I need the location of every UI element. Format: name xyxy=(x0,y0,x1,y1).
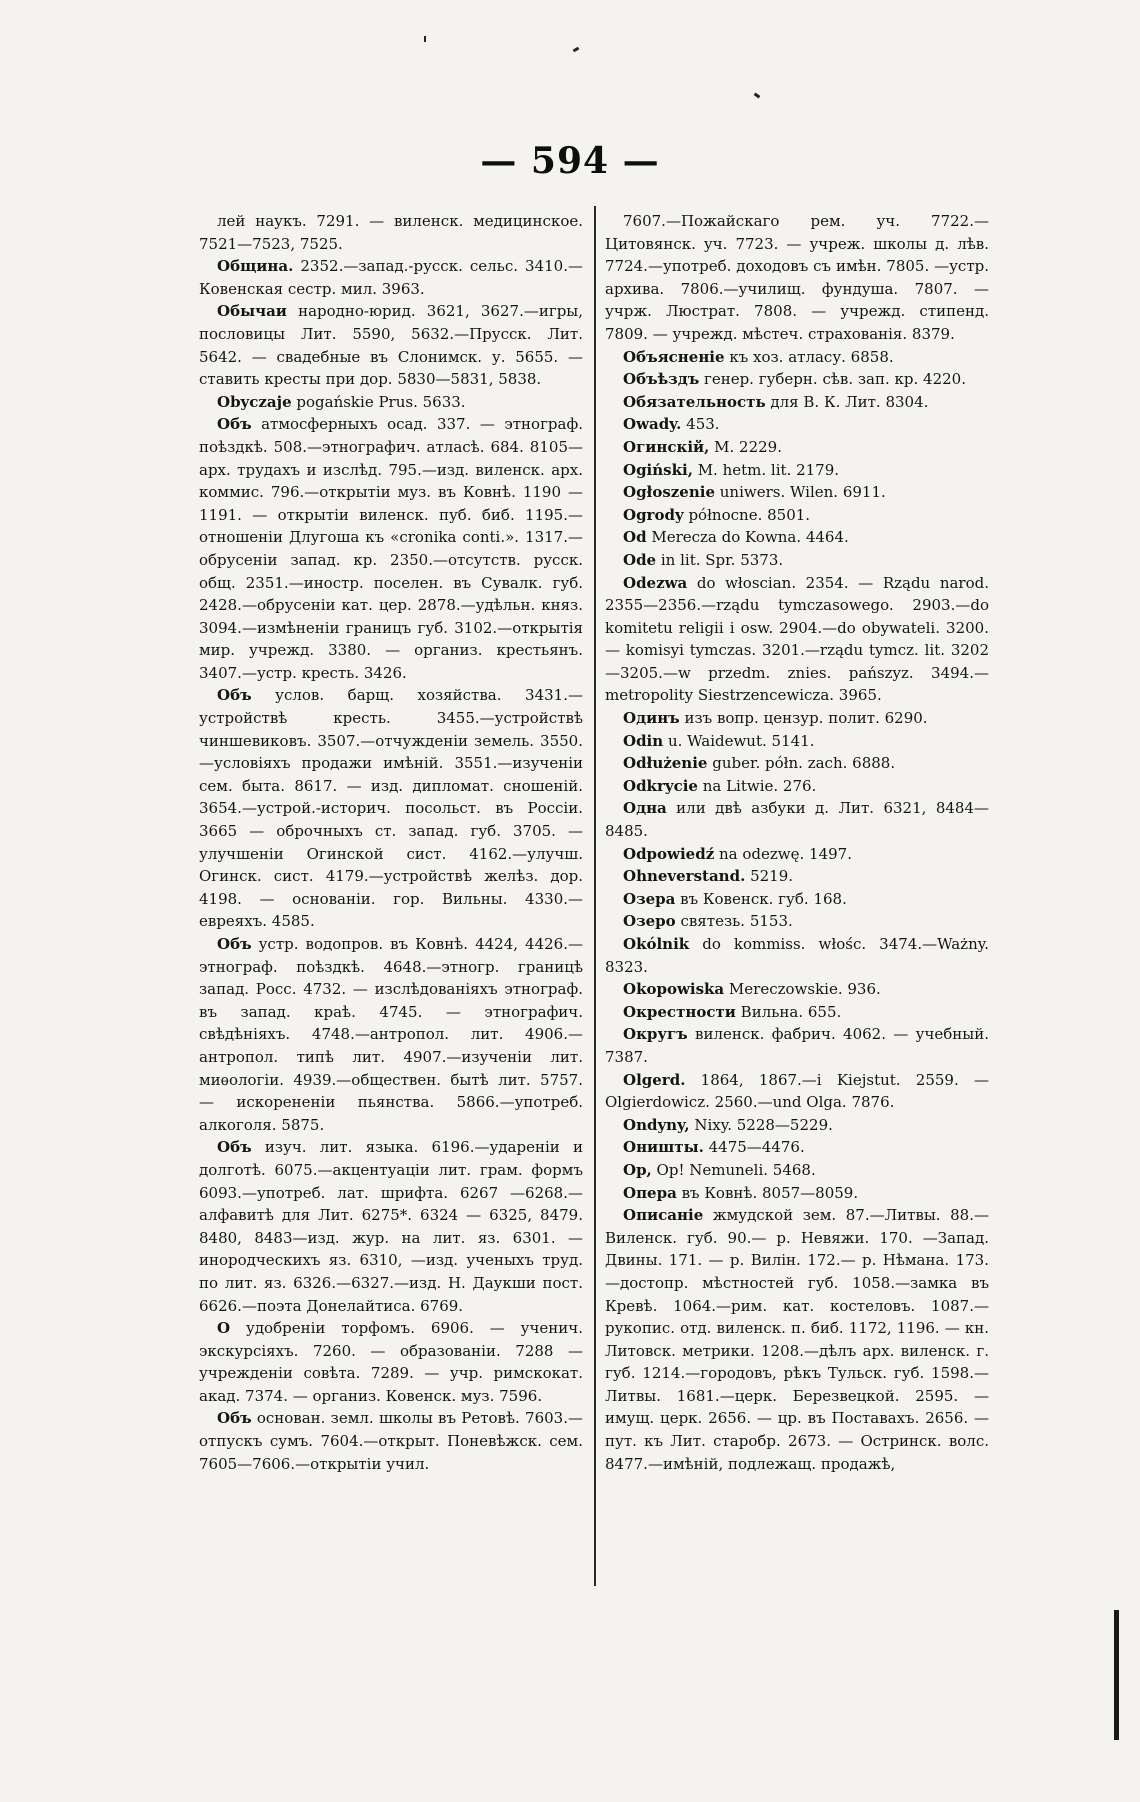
index-entry xyxy=(605,526,989,549)
entry-heading: Ogrody xyxy=(623,505,684,524)
entry-text: народно-юрид. 3621, 3627.—игры, пословицы Лит. 5590, 5632.—Прусск. Лит. 5642. — свадебные въ Слонимск. у. 5655. — ставить кресты при дор. 5830—5831, 5838. xyxy=(199,302,583,389)
entry-text: uniwers. Wilen. 6911. xyxy=(715,483,886,502)
index-entry xyxy=(605,978,989,1001)
scan-speck xyxy=(424,36,426,42)
entry-text: удобреніи торфомъ. 6906. — ученич. экскурсіяхъ. 7260. — образованіи. 7288 — учрежденіи совѣта. 7289. — учр. римскокат. акад. 7374. — организ. Ковенск. муз. 7596. xyxy=(199,1319,583,1405)
entry-text: północne. 8501. xyxy=(683,505,811,524)
index-entry xyxy=(605,933,989,978)
entry-heading: Озера xyxy=(623,889,676,908)
index-entry xyxy=(605,1136,989,1159)
index-entry xyxy=(199,1136,583,1317)
entry-text: М. 2229. xyxy=(709,437,782,456)
entry-text: генер. губерн. сѣв. зап. кр. 4220. xyxy=(699,370,966,389)
entry-heading: Огинскій, xyxy=(623,437,710,456)
scan-speck xyxy=(754,93,761,99)
entry-heading: Округъ xyxy=(623,1025,688,1044)
entry-text: основан. земл. школы въ Ретовѣ. 7603.—отпускъ сумъ. 7604.—открыт. Поневѣжск. сем. 7605—7606.—открытіи учил. xyxy=(199,1409,583,1473)
entry-text: изъ вопр. цензур. полит. 6290. xyxy=(679,709,928,728)
entry-heading: Обычаи xyxy=(217,302,287,321)
entry-text: 453. xyxy=(681,415,720,434)
entry-heading: Odłużenie xyxy=(623,754,708,773)
entry-heading: Опера xyxy=(623,1183,677,1202)
index-entry xyxy=(605,572,989,708)
index-entry xyxy=(605,346,989,369)
index-entry xyxy=(605,391,989,414)
index-entry xyxy=(605,797,989,842)
entry-text: услов. барщ. хозяйства. 3431.—устройствѣ кресть. 3455.—устройствѣ чиншевиковъ. 3507.—отчужденіи земель. 3550. —условіяхъ продажи имѣній. 3551.—изученіи сем. быта. 8617. — изд. дипломат. сношеній. 3654.—устрой.-историч. посольст. въ Россіи. 3665 — оброчныхъ ст. запад. губ. 3705. — улучшеніи Огинской сист. 4162.—улучш. Огинск. сист. 4179.—устройствѣ желѣз. дор. 4198. — основаніи. гор. Вильны. 4330.—евреяхъ. 4585. xyxy=(199,686,583,931)
index-entry xyxy=(605,549,989,572)
page-number: — 594 — xyxy=(480,140,660,182)
entry-text: Merecza do Kowna. 4464. xyxy=(646,528,849,547)
index-entry xyxy=(199,300,583,390)
entry-heading: Объ xyxy=(217,686,252,705)
entry-heading: Объ xyxy=(217,935,252,953)
index-entry xyxy=(199,255,583,300)
index-entry xyxy=(605,910,989,933)
index-entry xyxy=(605,1023,989,1068)
entry-text: na Litwie. 276. xyxy=(697,776,817,795)
column-divider xyxy=(594,206,596,1586)
index-entry xyxy=(605,1114,989,1137)
entry-heading: Olgerd. xyxy=(623,1070,686,1089)
entry-heading: Объ xyxy=(217,1409,252,1428)
index-entry xyxy=(605,775,989,798)
entry-heading: Описаніе xyxy=(623,1206,704,1225)
entry-text: 7607.—Пожайскаго рем. уч. 7722.—Цитовянск. уч. 7723. — учреж. школы д. лѣв. 7724.—употреб. доходовъ съ имѣн. 7805. —устр. архива. 7806.—училищ. фундуша. 7807. — учрж. Люстрат. 7808. — учрежд. стипенд. 7809. — учрежд. мѣстеч. страхованія. 8379. xyxy=(605,212,989,343)
index-entry xyxy=(199,1407,583,1475)
entry-heading: Окрестности xyxy=(623,1002,736,1021)
entry-heading: Озеро xyxy=(623,912,676,931)
entry-text: guber. półn. zach. 6888. xyxy=(707,754,896,773)
right-column xyxy=(605,210,989,1475)
entry-text: атмосферныхъ осад. 337. — этнограф. поѣздкѣ. 508.—этнографич. атласѣ. 684. 8105—арх. трудахъ и изслѣд. 795.—изд. виленск. арх. коммис. 796.—открытіи муз. въ Ковнѣ. 1190 — 1191. — открытіи виленск. пуб. биб. 1195.—отношеніи Длугоша къ «cronika conti.». 1317.—обрусеніи запад. кр. 2350.—отсутств. русск. общ. 2351.—иностр. поселен. въ Сувалк. губ. 2428.—обрусеніи кат. цер. 2878.—удѣльн. княз. 3094.—измѣненіи границъ губ. 3102.—открытія мир. учрежд. 3380. — организ. крестьянъ. 3407.—устр. кресть. 3426. xyxy=(199,415,583,682)
index-entry xyxy=(605,865,989,888)
index-entry xyxy=(605,210,989,346)
index-entry xyxy=(605,504,989,527)
entry-heading: Obyczaje xyxy=(217,392,292,411)
entry-text: pogańskie Prus. 5633. xyxy=(291,392,466,411)
entry-text: для В. К. Лит. 8304. xyxy=(765,392,929,411)
entry-heading: Объѣздъ xyxy=(623,370,700,389)
entry-text: или двѣ азбуки д. Лит. 6321, 8484—8485. xyxy=(605,799,989,841)
entry-heading: Одна xyxy=(623,799,667,818)
entry-heading: Объясненіе xyxy=(623,347,725,366)
index-entry xyxy=(605,436,989,459)
index-entry xyxy=(199,413,583,684)
entry-heading: Обязательность xyxy=(623,392,766,411)
entry-heading: Одинъ xyxy=(623,709,680,728)
entry-text: in lit. Spr. 5373. xyxy=(656,550,784,569)
index-entry xyxy=(605,1182,989,1205)
index-entry xyxy=(199,1317,583,1407)
entry-heading: Ogiński, xyxy=(623,460,693,479)
index-entry xyxy=(199,684,583,933)
index-entry xyxy=(605,413,989,436)
entry-text: 1864, 1867.—i Kiejstut. 2559. —Olgierdowicz. 2560.—und Olga. 7876. xyxy=(605,1070,989,1112)
index-entry xyxy=(605,1001,989,1024)
entry-heading: Ondyny, xyxy=(623,1115,690,1134)
entry-heading: Odin xyxy=(623,731,664,750)
entry-text: къ хоз. атласу. 6858. xyxy=(724,347,894,366)
entry-heading: Odkrycie xyxy=(623,776,698,795)
right-margin-mark xyxy=(1114,1610,1119,1740)
index-entry xyxy=(605,888,989,911)
index-entry xyxy=(605,368,989,391)
entry-heading: Ohneverstand. xyxy=(623,867,746,886)
index-entry xyxy=(605,481,989,504)
entry-text: M. hetm. lit. 2179. xyxy=(692,460,840,479)
entry-text: Mereczowskie. 936. xyxy=(724,980,881,999)
entry-text: жмудской зем. 87.—Литвы. 88.—Виленск. губ. 90.— р. Невяжи. 170. —Запад. Двины. 171. — р. Вилін. 172.— р. Нѣмана. 173.—достопр. мѣстностей губ. 1058.—замка въ Кревѣ. 1064.—рим. кат. костеловъ. 1087.—рукопис. отд. виленск. п. биб. 1172, 1196. — кн. Литовск. метрики. 1208.—дѣлъ арх. виленск. г. губ. 1214.—городовъ, рѣкъ Тульск. губ. 1598.—Литвы. 1681.—церк. Березвецкой. 2595. — имущ. церк. 2656. — цр. въ Поставахъ. 2656. — пут. къ Лит. старобр. 2673. — Остринск. волс. 8477.—имѣній, подлежащ. продажѣ, xyxy=(605,1206,989,1473)
index-entry xyxy=(199,391,583,414)
entry-heading: Оништы. xyxy=(623,1138,704,1157)
index-entry xyxy=(605,730,989,753)
entry-text: Вильна. 655. xyxy=(735,1002,842,1021)
entry-heading: О xyxy=(217,1319,231,1338)
entry-heading: Odezwa xyxy=(623,573,688,592)
entry-heading: Община. xyxy=(217,257,294,276)
entry-heading: Okopowiska xyxy=(623,980,725,999)
entry-text: na odezwę. 1497. xyxy=(714,844,852,863)
entry-heading: Объ xyxy=(217,415,252,434)
index-entry xyxy=(199,933,583,1136)
index-entry xyxy=(605,1159,989,1182)
left-column xyxy=(199,210,583,1475)
entry-heading: Объ xyxy=(217,1138,252,1157)
entry-text: въ Ковнѣ. 8057—8059. xyxy=(676,1183,859,1202)
index-entry xyxy=(605,1069,989,1114)
entry-heading: Owady. xyxy=(623,415,682,434)
index-entry xyxy=(605,707,989,730)
entry-heading: Odpowiedź xyxy=(623,844,715,863)
index-entry xyxy=(605,843,989,866)
entry-text: 5219. xyxy=(745,867,794,886)
entry-heading: Okólnik xyxy=(623,935,690,953)
entry-heading: Ode xyxy=(623,550,657,569)
entry-text: do włoscian. 2354. — Rządu narod. 2355—2356.—rządu tymczasowego. 2903.—do komitetu religii i osw. 2904.—do obywateli. 3200. — komisyi tymczas. 3201.—rządu tymcz. lit. 3202—3205.—w przedm. znies. pańszyz. 3494.—metropolity Siestrzencewicza. 3965. xyxy=(605,573,989,705)
index-entry xyxy=(605,752,989,775)
index-entry xyxy=(605,1204,989,1475)
index-entry xyxy=(605,459,989,482)
entry-text: лей наукъ. 7291. — виленск. медицинское. 7521—7523, 7525. xyxy=(199,212,583,253)
index-entry xyxy=(199,210,583,255)
entry-text: изуч. лит. языка. 6196.—удареніи и долготѣ. 6075.—акцентуаціи лит. грам. формъ 6093.—употреб. лат. шрифта. 6267 —6268.—алфавитѣ для Лит. 6275*. 6324 — 6325, 8479. 8480, 8483—изд. жур. на лит. яз. 6301. — инородческихъ яз. 6310, —изд. ученыхъ труд. по лит. яз. 6326.—6327.—изд. Н. Даукши пост. 6626.—поэта Донелайтиса. 6769. xyxy=(199,1138,583,1315)
entry-text: въ Ковенск. губ. 168. xyxy=(675,889,847,908)
entry-text: do kommiss. włośc. 3474.—Ważny. 8323. xyxy=(605,935,989,976)
entry-text: Nixy. 5228—5229. xyxy=(689,1115,833,1134)
entry-text: святезь. 5153. xyxy=(675,912,793,931)
entry-text: виленск. фабрич. 4062. — учебный. 7387. xyxy=(605,1025,989,1066)
scan-speck xyxy=(573,47,580,53)
entry-text: 2352.—запад.-русск. сельс. 3410.—Ковенская сестр. мил. 3963. xyxy=(199,257,583,298)
entry-text: u. Waidewut. 5141. xyxy=(663,731,815,750)
entry-text: 4475—4476. xyxy=(703,1138,805,1157)
entry-heading: Op, xyxy=(623,1160,652,1179)
entry-text: устр. водопров. въ Ковнѣ. 4424, 4426.—этнограф. поѣздкѣ. 4648.—этногр. границѣ запад. Росс. 4732. — изслѣдованіяхъ этнограф. въ запад. краѣ. 4745. — этнографич. свѣдѣніяхъ. 4748.—антропол. лит. 4906.—антропол. типѣ лит. 4907.—изученіи лит. миѳологіи. 4939.—обществен. бытѣ лит. 5757. — искорененіи пьянства. 5866.—употреб. алкоголя. 5875. xyxy=(199,935,583,1134)
entry-heading: Ogłoszenie xyxy=(623,483,715,502)
entry-text: Op! Nemuneli. 5468. xyxy=(651,1160,816,1179)
entry-heading: Od xyxy=(623,528,647,547)
